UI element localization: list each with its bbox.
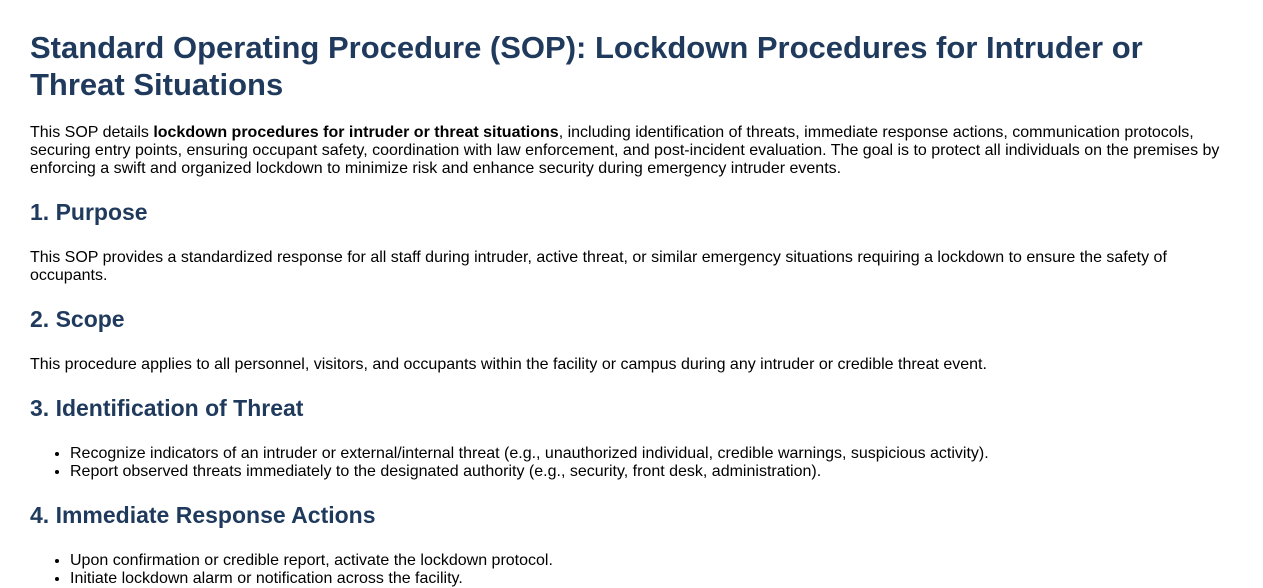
list-item: • Recognize indicators of an intruder or external/internal threat (e.g., unauthorized individual, credible warnings, suspicious activity).	[70, 445, 1230, 463]
document-content	[30, 29, 1230, 588]
section-purpose	[30, 199, 1230, 285]
section-heading-scope: 2. Scope	[30, 306, 125, 332]
section-text-purpose: This SOP provides a standardized response for all staff during intruder, active threat, or similar emergency situations requiring a lockdown to ensure the safety of occupants.	[30, 249, 1167, 284]
list-item: • Upon confirmation or credible report, activate the lockdown protocol.	[70, 552, 1230, 570]
section-immediate-response	[30, 502, 1230, 588]
intro-text-bold: lockdown procedures for intruder or threat situations	[153, 124, 559, 141]
intro-text-end: , including identification of threats, immediate response actions, communication protocols, securing entry points, ensuring occupant safety, coordination with law enforcement, and post-incident evaluation. The goal is to protect all individuals on the premises by enforcing a swift and organized lockdown to minimize risk and enhance security during emergency intruder events.	[30, 124, 1220, 177]
section-heading-immediate-response: 4. Immediate Response Actions	[30, 502, 376, 528]
section-text-scope: This procedure applies to all personnel, visitors, and occupants within the facility or campus during any intruder or credible threat event.	[30, 356, 987, 373]
list-item: • Initiate lockdown alarm or notification across the facility.	[70, 570, 1230, 588]
section-identification	[30, 395, 1230, 481]
section-heading-purpose: 1. Purpose	[30, 199, 148, 225]
intro-text-start: This SOP details	[30, 124, 154, 141]
document-title: Standard Operating Procedure (SOP): Lockdown Procedures for Intruder or Threat Situations	[30, 30, 1143, 102]
identification-list	[30, 445, 1230, 481]
list-item: • Report observed threats immediately to the designated authority (e.g., security, front desk, administration).	[70, 463, 1230, 481]
section-heading-identification: 3. Identification of Threat	[30, 395, 304, 421]
section-scope	[30, 306, 1230, 374]
intro-paragraph	[30, 124, 1230, 178]
immediate-response-list	[30, 552, 1230, 588]
